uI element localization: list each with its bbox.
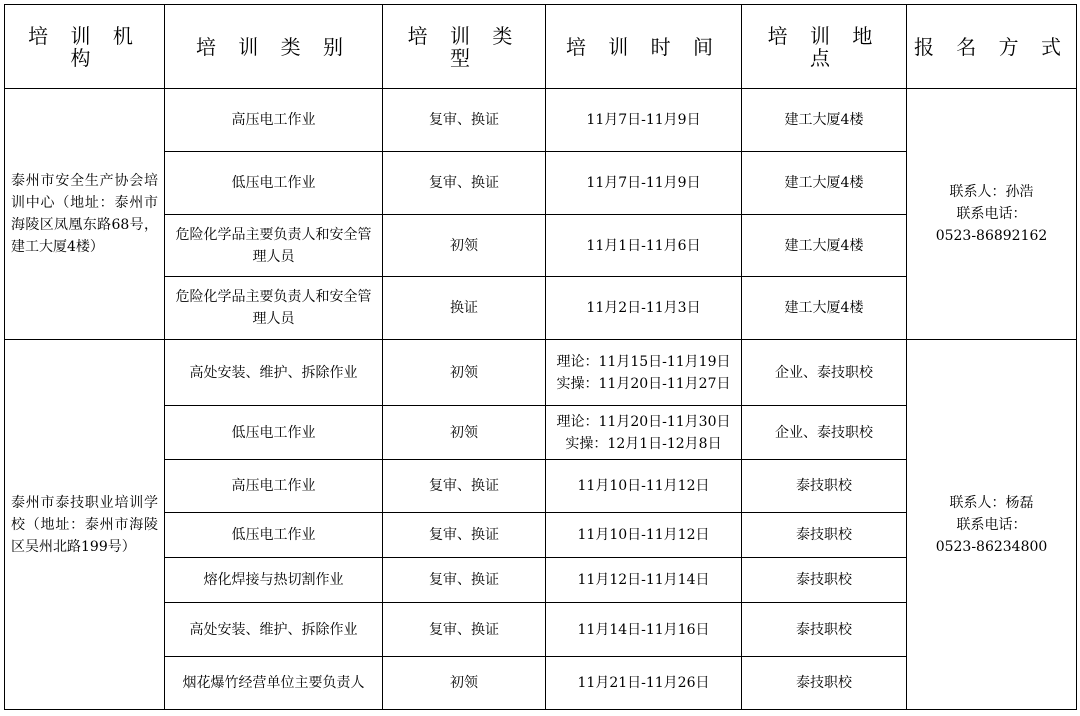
category-cell: 低压电工作业 bbox=[165, 513, 383, 558]
time-cell bbox=[546, 340, 742, 406]
contact-line: 联系电话： bbox=[956, 206, 1027, 222]
place-cell: 泰技职校 bbox=[742, 460, 907, 513]
table-row bbox=[5, 89, 1077, 152]
contact-line: 联系电话： bbox=[956, 516, 1027, 533]
place-cell: 建工大厦4楼 bbox=[742, 277, 907, 340]
time-cell bbox=[546, 603, 742, 657]
contact-line: 联系人：孙浩 bbox=[949, 184, 1034, 200]
time-line: 11月10日-11月12日 bbox=[577, 478, 710, 494]
type-cell: 复审、换证 bbox=[383, 603, 546, 657]
header-contact: 报 名 方 式 bbox=[907, 5, 1077, 89]
type-cell: 复审、换证 bbox=[383, 513, 546, 558]
category-cell: 危险化学品主要负责人和安全管理人员 bbox=[165, 215, 383, 277]
time-line: 11月7日-11月9日 bbox=[586, 175, 701, 191]
type-cell: 复审、换证 bbox=[383, 89, 546, 152]
place-cell: 建工大厦4楼 bbox=[742, 152, 907, 215]
place-cell: 泰技职校 bbox=[742, 558, 907, 603]
time-line: 11月21日-11月26日 bbox=[577, 675, 710, 691]
type-cell: 复审、换证 bbox=[383, 558, 546, 603]
type-cell: 初领 bbox=[383, 215, 546, 277]
type-cell: 初领 bbox=[383, 340, 546, 406]
place-cell: 企业、泰技职校 bbox=[742, 406, 907, 460]
place-cell: 泰技职校 bbox=[742, 657, 907, 710]
type-cell: 复审、换证 bbox=[383, 152, 546, 215]
time-line: 11月10日-11月12日 bbox=[577, 527, 710, 543]
time-line: 11月14日-11月16日 bbox=[577, 621, 710, 638]
time-cell bbox=[546, 513, 742, 558]
contact-cell bbox=[907, 89, 1077, 340]
time-line: 11月12日-11月14日 bbox=[577, 572, 710, 588]
category-cell: 烟花爆竹经营单位主要负责人 bbox=[165, 657, 383, 710]
place-cell: 建工大厦4楼 bbox=[742, 215, 907, 277]
header-time: 培 训 时 间 bbox=[546, 5, 742, 89]
org-cell bbox=[5, 89, 165, 340]
type-cell: 复审、换证 bbox=[383, 460, 546, 513]
time-cell bbox=[546, 657, 742, 710]
time-cell bbox=[546, 277, 742, 340]
org-name: 泰州市泰技职业培训学校（地址：泰州市海陵区吴州北路199号） bbox=[11, 494, 158, 555]
contact-line: 0523-86892162 bbox=[935, 228, 1048, 244]
time-line: 理论：11月15日-11月19日 bbox=[556, 353, 731, 370]
place-cell: 泰技职校 bbox=[742, 513, 907, 558]
org-name: 泰州市安全生产协会培训中心（地址：泰州市海陵区凤凰东路68号，建工大厦4楼） bbox=[11, 173, 158, 255]
table-row bbox=[5, 340, 1077, 406]
header-place: 培 训 地 点 bbox=[742, 5, 907, 89]
category-cell: 低压电工作业 bbox=[165, 406, 383, 460]
time-line: 11月7日-11月9日 bbox=[586, 112, 701, 128]
time-cell bbox=[546, 460, 742, 513]
time-cell bbox=[546, 406, 742, 460]
time-cell bbox=[546, 89, 742, 152]
type-cell: 初领 bbox=[383, 657, 546, 710]
category-cell: 危险化学品主要负责人和安全管理人员 bbox=[165, 277, 383, 340]
place-cell: 建工大厦4楼 bbox=[742, 89, 907, 152]
time-line: 11月1日-11月6日 bbox=[586, 237, 701, 254]
time-line: 实操：11月20日-11月27日 bbox=[556, 375, 731, 392]
category-cell: 高压电工作业 bbox=[165, 89, 383, 152]
time-line: 11月2日-11月3日 bbox=[586, 300, 701, 316]
category-cell: 低压电工作业 bbox=[165, 152, 383, 215]
header-category: 培 训 类 别 bbox=[165, 5, 383, 89]
category-cell: 高压电工作业 bbox=[165, 460, 383, 513]
header-org: 培 训 机 构 bbox=[5, 5, 165, 89]
contact-cell bbox=[907, 340, 1077, 710]
header-row bbox=[5, 5, 1077, 89]
contact-line: 0523-86234800 bbox=[935, 538, 1048, 555]
category-cell: 高处安装、维护、拆除作业 bbox=[165, 603, 383, 657]
contact-line: 联系人：杨磊 bbox=[949, 494, 1034, 511]
place-cell: 泰技职校 bbox=[742, 603, 907, 657]
time-cell bbox=[546, 152, 742, 215]
training-schedule-table bbox=[4, 4, 1077, 710]
type-cell: 换证 bbox=[383, 277, 546, 340]
org-cell bbox=[5, 340, 165, 710]
time-cell bbox=[546, 215, 742, 277]
category-cell: 高处安装、维护、拆除作业 bbox=[165, 340, 383, 406]
time-line: 实操：12月1日-12月8日 bbox=[565, 435, 722, 452]
header-type: 培 训 类 型 bbox=[383, 5, 546, 89]
table-body bbox=[5, 89, 1077, 710]
time-line: 理论：11月20日-11月30日 bbox=[556, 413, 731, 430]
category-cell: 熔化焊接与热切割作业 bbox=[165, 558, 383, 603]
time-cell bbox=[546, 558, 742, 603]
type-cell: 初领 bbox=[383, 406, 546, 460]
place-cell: 企业、泰技职校 bbox=[742, 340, 907, 406]
